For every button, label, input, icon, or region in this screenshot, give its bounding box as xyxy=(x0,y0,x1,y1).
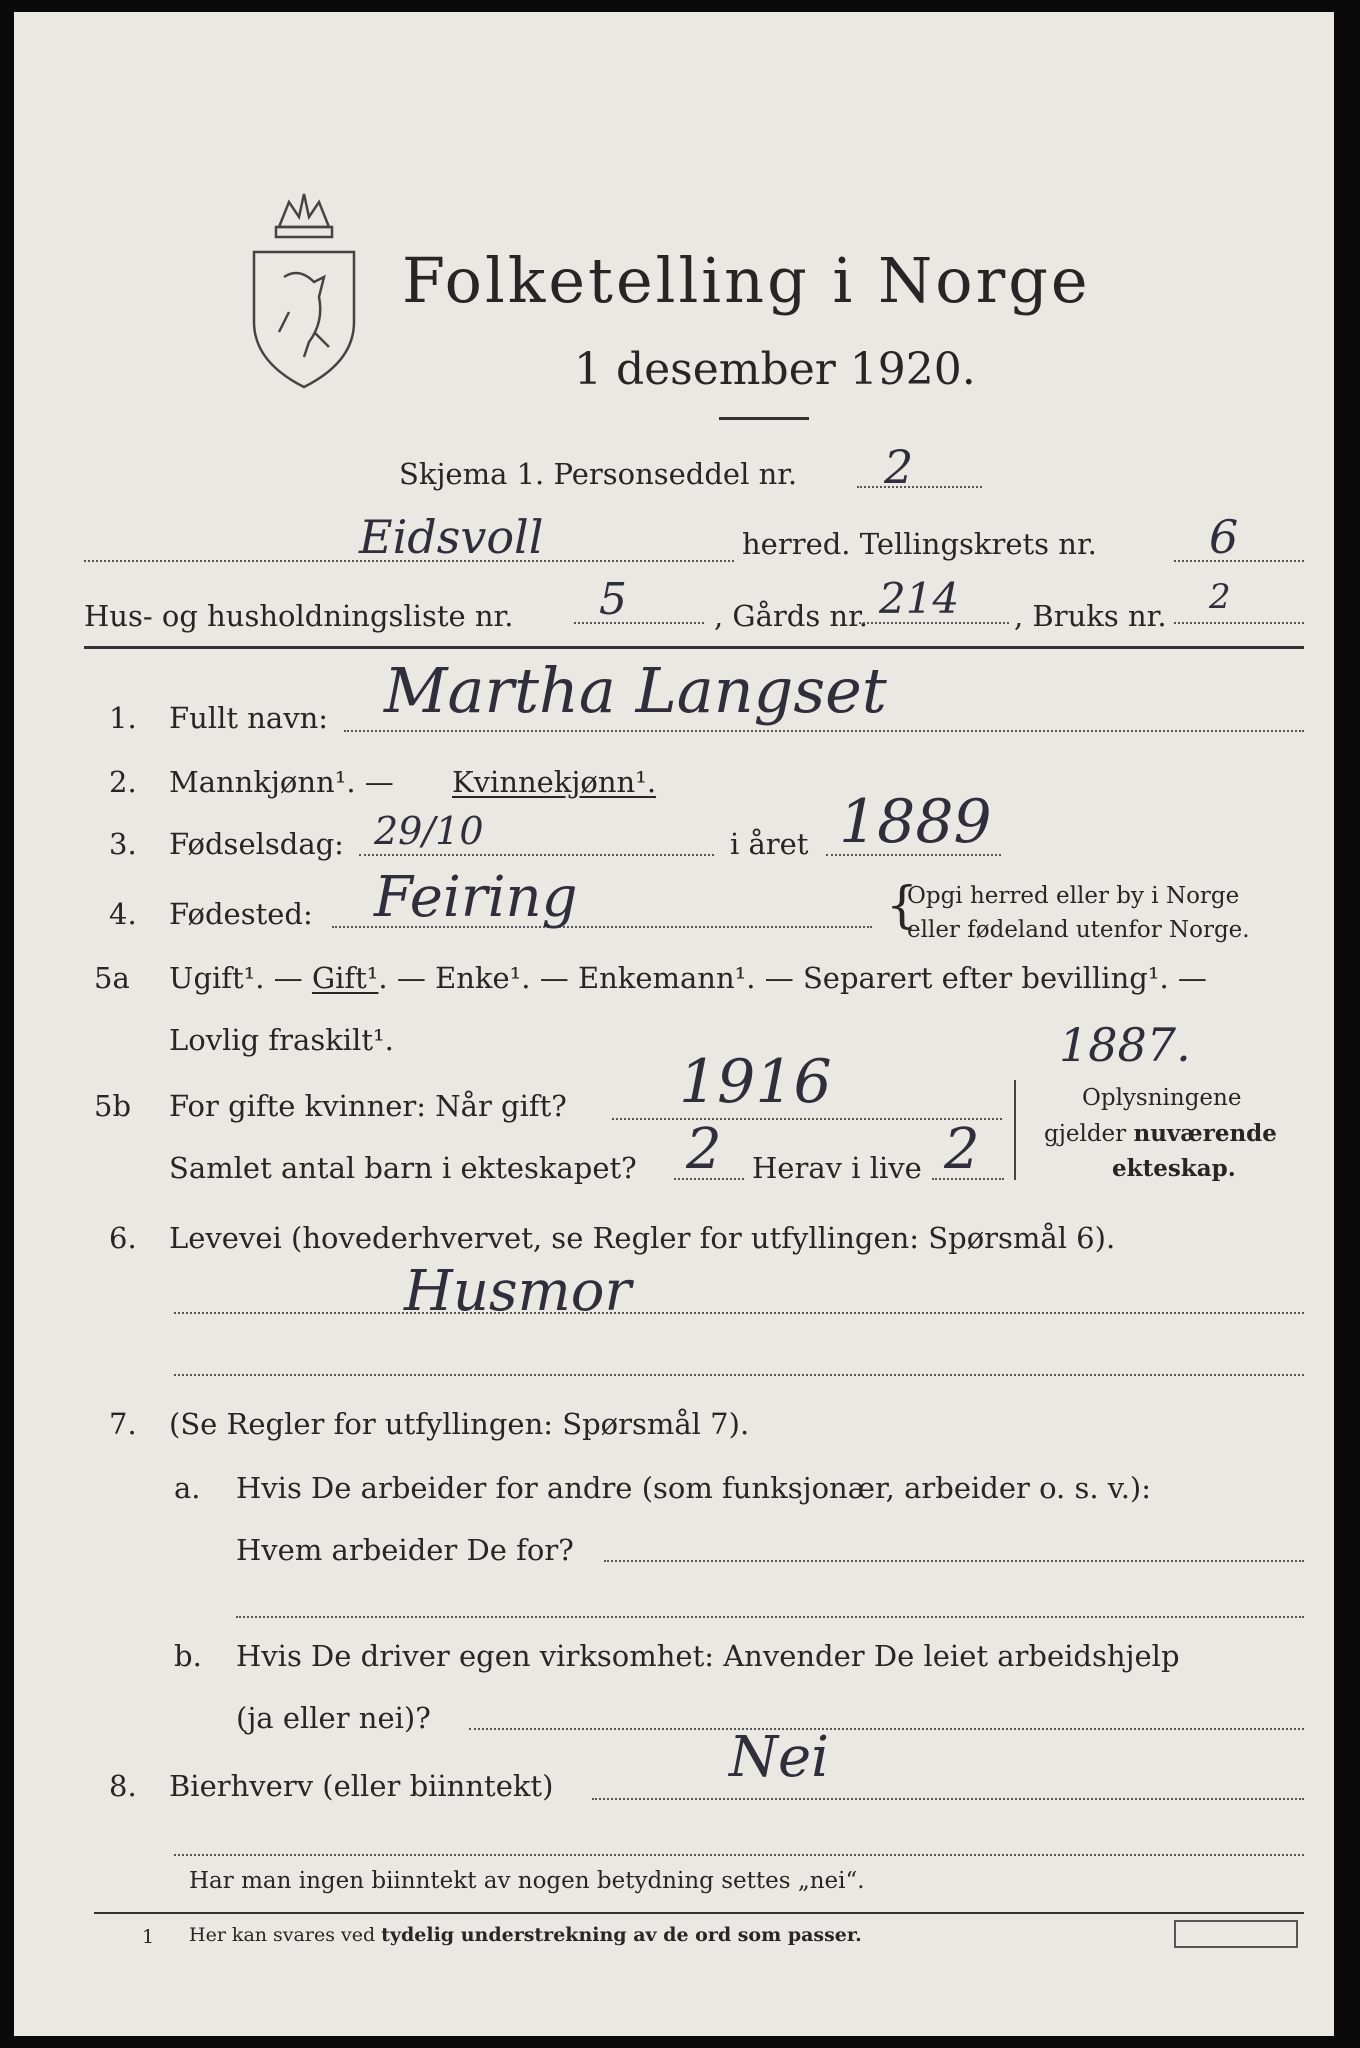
q4-label: Fødested: xyxy=(169,897,313,931)
q5b-children-value: 2 xyxy=(686,1117,722,1182)
bruks-value: 2 xyxy=(1209,577,1231,617)
q5b-children-label: Samlet antal barn i ekteskapet? xyxy=(169,1151,637,1185)
q8-number: 8. xyxy=(109,1769,137,1803)
q5b-label: For gifte kvinner: Når gift? xyxy=(169,1089,567,1123)
q5b-alive-label: Herav i live xyxy=(752,1151,922,1185)
q6-value: Husmor xyxy=(404,1259,632,1324)
q4-hint-line2: eller fødeland utenfor Norge. xyxy=(907,917,1250,943)
q7b-question: (ja eller nei)? xyxy=(236,1701,431,1735)
tellingskrets-value: 6 xyxy=(1209,510,1239,564)
footer-note: Har man ingen biinntekt av nogen betydning settes „nei“. xyxy=(189,1868,865,1894)
q5b-married-value: 1916 xyxy=(679,1047,832,1117)
q7b-field xyxy=(469,1728,1304,1730)
q5b-note: 1887. xyxy=(1059,1018,1191,1072)
personseddel-nr-value: 2 xyxy=(884,440,914,494)
q2-option-male: Mannkjønn¹. — xyxy=(169,765,394,799)
q4-hint-line1: Opgi herred eller by i Norge xyxy=(907,883,1240,909)
q7a-text: Hvis De arbeider for andre (som funksjonær, arbeider o. s. v.): xyxy=(236,1471,1152,1505)
husholdning-value: 5 xyxy=(599,574,627,625)
q5b-number: 5b xyxy=(94,1089,132,1123)
q7a-question: Hvem arbeider De for? xyxy=(236,1533,574,1567)
q3-day-field xyxy=(359,854,714,856)
q6-label: Levevei (hovederhvervet, se Regler for utfyllingen: Spørsmål 6). xyxy=(169,1221,1116,1255)
bruks-label: , Bruks nr. xyxy=(1014,599,1167,633)
q4-number: 4. xyxy=(109,897,137,931)
q4-value: Feiring xyxy=(374,865,578,930)
q3-day-value: 29/10 xyxy=(374,809,484,853)
q8-field xyxy=(592,1798,1304,1800)
q5b-side-note-2: gjelder nuværende xyxy=(1044,1120,1277,1147)
husholdning-field xyxy=(574,622,704,624)
footnote-number: 1 xyxy=(142,1926,155,1948)
bruks-field xyxy=(1174,622,1304,624)
q5a-options-line2: Lovlig fraskilt¹. xyxy=(169,1023,394,1057)
form-page xyxy=(14,12,1334,2036)
gaards-value: 214 xyxy=(879,574,960,623)
title-divider xyxy=(719,417,809,420)
q5a-options: Ugift¹. — Gift¹. — Enke¹. — Enkemann¹. — Separert efter bevilling¹. — xyxy=(169,961,1207,995)
q6-field-line2 xyxy=(174,1374,1304,1376)
personseddel-nr-field xyxy=(857,486,982,488)
husholdning-label: Hus- og husholdningsliste nr. xyxy=(84,599,514,633)
census-date: 1 desember 1920. xyxy=(574,344,976,395)
herred-label: herred. Tellingskrets nr. xyxy=(742,527,1097,561)
q8-value: Nei xyxy=(729,1725,830,1790)
q5b-alive-value: 2 xyxy=(944,1117,980,1182)
q3-year-value: 1889 xyxy=(839,787,992,857)
q7a-letter: a. xyxy=(174,1471,201,1505)
q5b-side-note-3: ekteskap. xyxy=(1112,1155,1236,1182)
q2-number: 2. xyxy=(109,765,137,799)
q2-option-female: Kvinnekjønn¹. xyxy=(452,765,657,799)
gaards-label: , Gårds nr. xyxy=(714,599,868,633)
herred-value: Eidsvoll xyxy=(359,510,544,564)
q3-year-label: i året xyxy=(730,827,809,861)
q1-value: Martha Langset xyxy=(384,654,887,727)
tellingskrets-field xyxy=(1174,560,1304,562)
q1-label: Fullt navn: xyxy=(169,701,329,735)
footer-rule xyxy=(94,1912,1304,1914)
q5b-side-note-1: Oplysningene xyxy=(1082,1085,1242,1111)
q7b-letter: b. xyxy=(174,1639,202,1673)
printer-stamp xyxy=(1174,1920,1298,1948)
schema-label: Skjema 1. Personseddel nr. xyxy=(399,457,798,491)
q7-label: (Se Regler for utfyllingen: Spørsmål 7). xyxy=(169,1407,750,1441)
page-title: Folketelling i Norge xyxy=(402,244,1091,317)
q7a-field-line2 xyxy=(236,1616,1304,1618)
q6-number: 6. xyxy=(109,1221,137,1255)
coat-of-arms-icon xyxy=(244,182,364,392)
footnote-text: Her kan svares ved tydelig understrekning av de ord som passer. xyxy=(189,1924,862,1946)
q6-field-line1 xyxy=(174,1312,1304,1314)
q8-label: Bierhverv (eller biinntekt) xyxy=(169,1769,554,1803)
q8-field-line2 xyxy=(174,1854,1304,1856)
q4-brace: { xyxy=(886,876,918,934)
header-rule xyxy=(84,646,1304,649)
q7a-field xyxy=(604,1560,1304,1562)
q3-label: Fødselsdag: xyxy=(169,827,344,861)
q1-field xyxy=(344,730,1304,732)
q7-number: 7. xyxy=(109,1407,137,1441)
q1-number: 1. xyxy=(109,701,137,735)
q7b-text: Hvis De driver egen virksomhet: Anvender De leiet arbeidshjelp xyxy=(236,1639,1180,1673)
q3-number: 3. xyxy=(109,827,137,861)
q5a-number: 5a xyxy=(94,961,130,995)
q5b-brace xyxy=(1014,1080,1016,1180)
